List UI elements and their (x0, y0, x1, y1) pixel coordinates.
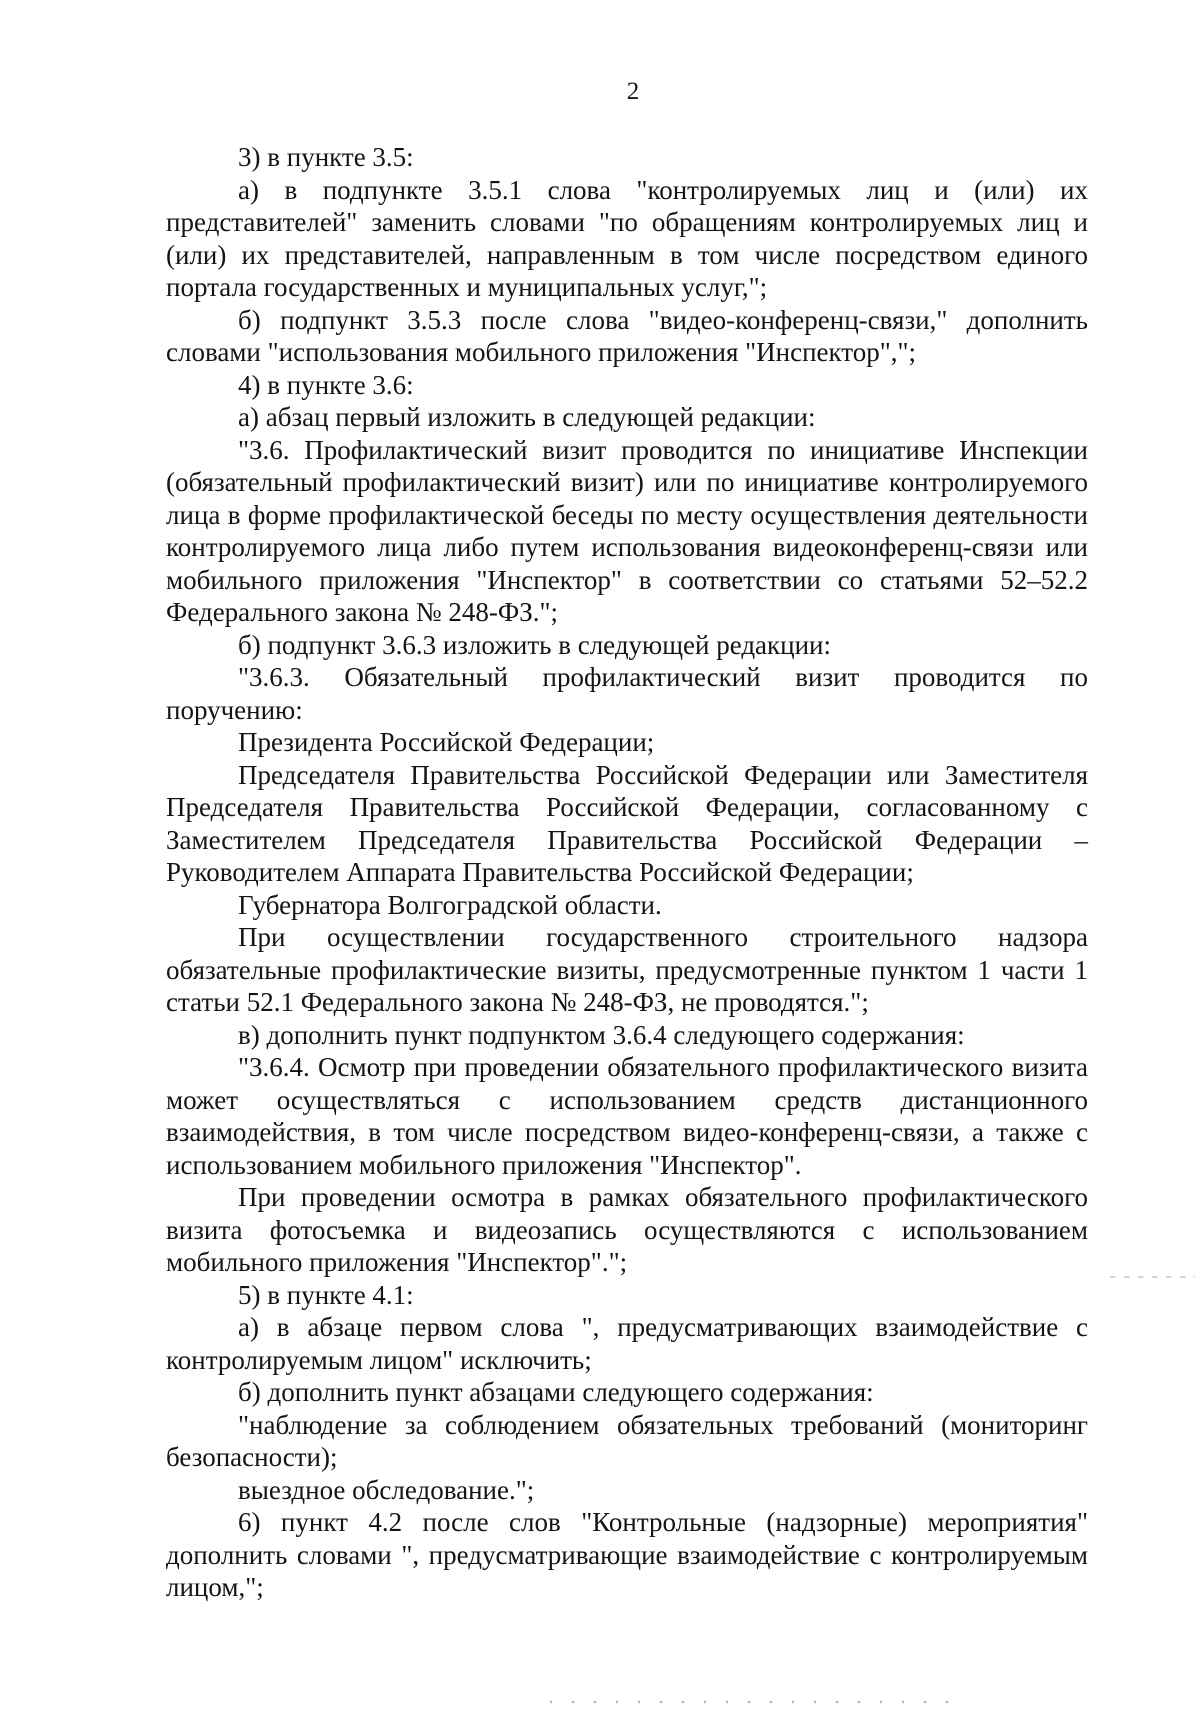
scan-artifact-dots (540, 1700, 960, 1704)
paragraph-construction-supervision: При осуществлении государственного строительного надзора обязательные профилактические визиты, предусмотренные пунктом 1 части 1 статьи 52.1 Федерального закона № 248-ФЗ, не проводятся."; (166, 922, 1088, 1017)
paragraph-item-3: 3) в пункте 3.5: (238, 142, 414, 172)
paragraph-item-4-v: в) дополнить пункт подпунктом 3.6.4 следующего содержания: (238, 1019, 965, 1050)
paragraph-quote-3-6: "3.6. Профилактический визит проводится по инициативе Инспекции (обязательный профилактический визит) или по инициативе контролируемого лица в форме профилактической беседы по месту осуществления деятельности контролируемого лица либо путем использования видеоконференц-связи или мобильного приложения "Инспектор" в соответствии со статьями 52–52.2 Федерального закона № 248-ФЗ."; (166, 434, 1088, 627)
paragraph-governor: Губернатора Волгоградской области. (238, 889, 662, 920)
paragraph-item-5: 5) в пункте 4.1: (238, 1279, 414, 1310)
paragraph-government-chairman: Председателя Правительства Российской Федерации или Заместителя Председателя Правительства Российской Федерации, согласованному с Заместителем Председателя Правительства Российской Федерации – Руководителем Аппарата Правительства Российской Федерации; (166, 759, 1088, 887)
paragraph-monitoring: "наблюдение за соблюдением обязательных требований (мониторинг безопасности); (166, 1409, 1088, 1472)
paragraph-quote-3-6-4: "3.6.4. Осмотр при проведении обязательного профилактического визита может осуществляться с использованием средств дистанционного взаимодействия, в том числе посредством видео-конференц-связи, а также с использованием мобильного приложения "Инспектор". (166, 1052, 1088, 1180)
document-body (166, 141, 1088, 1604)
paragraph-field-survey: выездное обследование."; (238, 1474, 535, 1505)
paragraph-item-5-b: б) дополнить пункт абзацами следующего содержания: (238, 1377, 874, 1407)
paragraph-item-4-a: а) абзац первый изложить в следующей редакции: (238, 402, 816, 432)
scan-artifact-dash (1110, 1276, 1195, 1278)
paragraph-item-5-a: а) в абзаце первом слова ", предусматривающих взаимодействие с контролируемым лицом" исключить; (166, 1312, 1088, 1375)
paragraph-item-4: 4) в пункте 3.6: (238, 369, 414, 400)
paragraph-item-4-b: б) подпункт 3.6.3 изложить в следующей редакции: (238, 629, 832, 660)
paragraph-item-3-a: а) в подпункте 3.5.1 слова "контролируемых лиц и (или) их представителей" заменить словами "по обращениям контролируемых лиц и (или) их представителей, направленным в том числе посредством единого портала государственных и муниципальных услуг,"; (166, 174, 1088, 302)
paragraph-item-6: 6) пункт 4.2 после слов "Контрольные (надзорные) мероприятия" дополнить словами ", предусматривающие взаимодействие с контролируемым лицом,"; (166, 1507, 1088, 1602)
paragraph-item-3-b: б) подпункт 3.5.3 после слова "видео-конференц-связи," дополнить словами "использования мобильного приложения "Инспектор","; (166, 304, 1088, 367)
page-number: 2 (626, 78, 640, 105)
paragraph-inspection-photo: При проведении осмотра в рамках обязательного профилактического визита фотосъемка и видеозапись осуществляются с использованием мобильного приложения "Инспектор"."; (166, 1182, 1088, 1277)
paragraph-president: Президента Российской Федерации; (238, 727, 655, 757)
paragraph-quote-3-6-3: "3.6.3. Обязательный профилактический визит проводится по поручению: (166, 662, 1088, 725)
